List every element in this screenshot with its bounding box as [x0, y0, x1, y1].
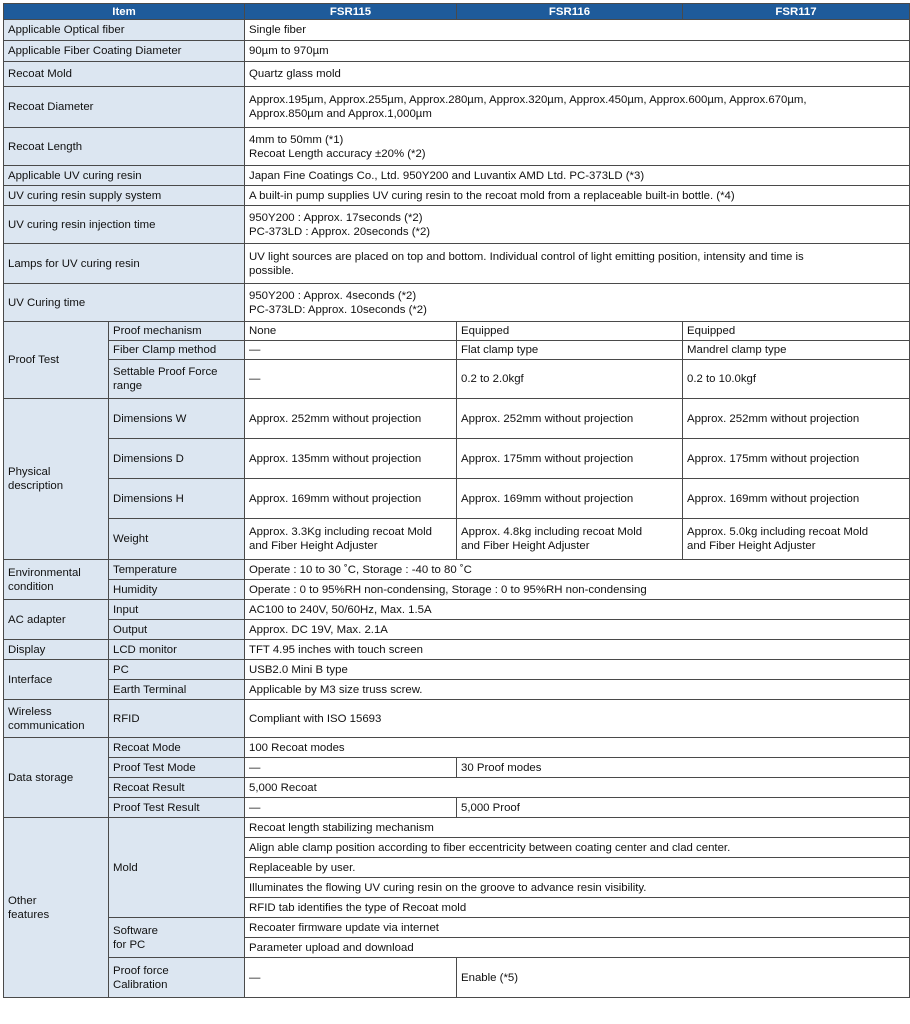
proof-test-result-fsr115: —: [245, 798, 457, 818]
row-proof-test-mode: [4, 758, 910, 778]
label-physical: [4, 399, 109, 560]
value-coating-diameter: 90µm to 970µm: [245, 41, 910, 62]
value-interface-pc: USB2.0 Mini B type: [245, 660, 910, 680]
row-ac-output: [4, 620, 910, 640]
row-supply-system: [4, 186, 910, 206]
label-optical-fiber: Applicable Optical fiber: [4, 20, 245, 41]
calibration-label-line2: Calibration: [113, 978, 168, 991]
row-dim-d: [4, 439, 910, 479]
row-interface-pc: [4, 660, 910, 680]
row-earth-terminal: [4, 680, 910, 700]
value-ac-output: Approx. DC 19V, Max. 2.1A: [245, 620, 910, 640]
row-optical-fiber: [4, 20, 910, 41]
weight-fsr117-line2: and Fiber Height Adjuster: [687, 540, 816, 552]
proof-force-fsr117: 0.2 to 10.0kgf: [683, 360, 910, 399]
label-ac-input: Input: [109, 600, 245, 620]
label-earth-terminal: Earth Terminal: [109, 680, 245, 700]
label-recoat-result: Recoat Result: [109, 778, 245, 798]
label-recoat-length: Recoat Length: [4, 128, 245, 166]
label-supply-system: UV curing resin supply system: [4, 186, 245, 206]
software-feature-2: Parameter upload and download: [245, 938, 910, 958]
value-recoat-result: 5,000 Recoat: [245, 778, 910, 798]
row-injection-time: [4, 206, 910, 244]
row-recoat-length: [4, 128, 910, 166]
mold-feature-2: Align able clamp position according to fiber eccentricity between coating center and clad center.: [245, 838, 910, 858]
other-features-label-line1: Other: [8, 894, 37, 907]
recoat-diameter-line1: Approx.195µm, Approx.255µm, Approx.280µm, Approx.320µm, Approx.450µm, Approx.600µm, Approx.670µm,: [249, 94, 807, 106]
injection-time-line2: PC-373LD : Approx. 20seconds (*2): [249, 225, 431, 238]
value-display: TFT 4.95 inches with touch screen: [245, 640, 910, 660]
physical-label-line2: description: [8, 480, 64, 492]
proof-test-mode-rest: 30 Proof modes: [457, 758, 910, 778]
dim-w-fsr117: Approx. 252mm without projection: [683, 399, 910, 439]
value-uv-resin: Japan Fine Coatings Co., Ltd. 950Y200 and Luvantix AMD Ltd. PC-373LD (*3): [245, 166, 910, 186]
row-dim-w: [4, 399, 910, 439]
label-dim-w: Dimensions W: [109, 399, 245, 439]
header-item: Item: [4, 4, 245, 20]
label-injection-time: UV curing resin injection time: [4, 206, 245, 244]
physical-label-line1: Physical: [8, 466, 51, 478]
header-fsr117: FSR117: [683, 4, 910, 20]
label-dim-h: Dimensions H: [109, 479, 245, 519]
label-calibration: [109, 958, 245, 998]
row-fiber-clamp: [4, 341, 910, 360]
weight-fsr115-line2: and Fiber Height Adjuster: [249, 540, 378, 552]
value-optical-fiber: Single fiber: [245, 20, 910, 41]
software-feature-1: Recoater firmware update via internet: [245, 918, 910, 938]
header-fsr116: FSR116: [457, 4, 683, 20]
mold-feature-1: Recoat length stabilizing mechanism: [245, 818, 910, 838]
dim-w-fsr116: Approx. 252mm without projection: [457, 399, 683, 439]
label-ac-adapter: AC adapter: [4, 600, 109, 640]
label-lcd-monitor: LCD monitor: [109, 640, 245, 660]
value-humidity: Operate : 0 to 95%RH non-condensing, Storage : 0 to 95%RH non-condensing: [245, 580, 910, 600]
label-interface: Interface: [4, 660, 109, 700]
mold-feature-5: RFID tab identifies the type of Recoat mold: [245, 898, 910, 918]
label-fiber-clamp: Fiber Clamp method: [109, 341, 245, 360]
label-ac-output: Output: [109, 620, 245, 640]
label-dim-d: Dimensions D: [109, 439, 245, 479]
label-recoat-mold: Recoat Mold: [4, 62, 245, 87]
row-software-1: [4, 918, 910, 938]
value-ac-input: AC100 to 240V, 50/60Hz, Max. 1.5A: [245, 600, 910, 620]
label-recoat-diameter: Recoat Diameter: [4, 87, 245, 128]
label-humidity: Humidity: [109, 580, 245, 600]
row-calibration: [4, 958, 910, 998]
label-proof-test-mode: Proof Test Mode: [109, 758, 245, 778]
wireless-label-line1: Wireless: [8, 705, 52, 718]
proof-force-fsr116: 0.2 to 2.0kgf: [457, 360, 683, 399]
mold-feature-4: Illuminates the flowing UV curing resin on the groove to advance resin visibility.: [245, 878, 910, 898]
value-curing-time: [245, 284, 910, 322]
label-curing-time: UV Curing time: [4, 284, 245, 322]
label-interface-pc: PC: [109, 660, 245, 680]
dim-d-fsr116: Approx. 175mm without projection: [457, 439, 683, 479]
weight-fsr116-line1: Approx. 4.8kg including recoat Mold: [461, 526, 643, 538]
row-uv-resin: [4, 166, 910, 186]
label-mold: Mold: [109, 818, 245, 918]
curing-time-line1: 950Y200 : Approx. 4seconds (*2): [249, 289, 417, 302]
label-display: Display: [4, 640, 109, 660]
recoat-diameter-line2: Approx.850µm and Approx.1,000µm: [249, 108, 432, 120]
value-recoat-length: [245, 128, 910, 166]
weight-fsr117: [683, 519, 910, 560]
label-proof-test-result: Proof Test Result: [109, 798, 245, 818]
row-coating-diameter: [4, 41, 910, 62]
row-proof-test-result: [4, 798, 910, 818]
row-ac-input: [4, 600, 910, 620]
lamps-line1: UV light sources are placed on top and bottom. Individual control of light emitting position, intensity and time is: [249, 250, 804, 263]
fiber-clamp-fsr115: —: [245, 341, 457, 360]
dim-h-fsr117: Approx. 169mm without projection: [683, 479, 910, 519]
header-row: [4, 4, 910, 20]
label-software: [109, 918, 245, 958]
proof-mechanism-fsr116: Equipped: [457, 322, 683, 341]
proof-mechanism-fsr115: None: [245, 322, 457, 341]
software-label-line2: for PC: [113, 938, 146, 951]
value-recoat-mode: 100 Recoat modes: [245, 738, 910, 758]
label-environmental: [4, 560, 109, 600]
row-humidity: [4, 580, 910, 600]
proof-force-label-line2: range: [113, 380, 143, 392]
value-injection-time: [245, 206, 910, 244]
proof-test-mode-fsr115: —: [245, 758, 457, 778]
proof-force-fsr115: —: [245, 360, 457, 399]
value-rfid: Compliant with ISO 15693: [245, 700, 910, 738]
row-recoat-mode: [4, 738, 910, 758]
row-display: [4, 640, 910, 660]
weight-fsr115-line1: Approx. 3.3Kg including recoat Mold: [249, 526, 433, 538]
label-weight: Weight: [109, 519, 245, 560]
wireless-label-line2: communication: [8, 719, 85, 732]
row-recoat-result: [4, 778, 910, 798]
dim-h-fsr115: Approx. 169mm without projection: [245, 479, 457, 519]
environmental-label-line2: condition: [8, 580, 54, 593]
row-temperature: [4, 560, 910, 580]
spec-table: [3, 3, 910, 998]
calibration-fsr115: —: [245, 958, 457, 998]
dim-d-fsr115: Approx. 135mm without projection: [245, 439, 457, 479]
label-proof-mechanism: Proof mechanism: [109, 322, 245, 341]
label-rfid: RFID: [109, 700, 245, 738]
value-recoat-diameter: [245, 87, 910, 128]
row-wireless: [4, 700, 910, 738]
label-wireless: [4, 700, 109, 738]
label-recoat-mode: Recoat Mode: [109, 738, 245, 758]
fiber-clamp-fsr116: Flat clamp type: [457, 341, 683, 360]
row-curing-time: [4, 284, 910, 322]
mold-feature-3: Replaceable by user.: [245, 858, 910, 878]
label-data-storage: Data storage: [4, 738, 109, 818]
label-other-features: [4, 818, 109, 998]
software-label-line1: Software: [113, 924, 158, 937]
value-lamps: [245, 244, 910, 284]
calibration-label-line1: Proof force: [113, 964, 169, 977]
proof-force-label-line1: Settable Proof Force: [113, 366, 218, 378]
dim-h-fsr116: Approx. 169mm without projection: [457, 479, 683, 519]
calibration-rest: Enable (*5): [457, 958, 910, 998]
row-lamps: [4, 244, 910, 284]
weight-fsr116: [457, 519, 683, 560]
label-proof-force: [109, 360, 245, 399]
row-recoat-diameter: [4, 87, 910, 128]
lamps-line2: possible.: [249, 264, 294, 277]
label-uv-resin: Applicable UV curing resin: [4, 166, 245, 186]
weight-fsr117-line1: Approx. 5.0kg including recoat Mold: [687, 526, 869, 538]
dim-w-fsr115: Approx. 252mm without projection: [245, 399, 457, 439]
row-proof-mechanism: [4, 322, 910, 341]
value-temperature: Operate : 10 to 30 ˚C, Storage : -40 to 80 ˚C: [245, 560, 910, 580]
row-proof-force: [4, 360, 910, 399]
value-supply-system: A built-in pump supplies UV curing resin to the recoat mold from a replaceable built-in bottle. (*4): [245, 186, 910, 206]
label-temperature: Temperature: [109, 560, 245, 580]
recoat-length-line1: 4mm to 50mm (*1): [249, 133, 344, 146]
environmental-label-line1: Environmental: [8, 566, 81, 579]
label-lamps: Lamps for UV curing resin: [4, 244, 245, 284]
weight-fsr115: [245, 519, 457, 560]
proof-test-result-rest: 5,000 Proof: [457, 798, 910, 818]
row-recoat-mold: [4, 62, 910, 87]
row-dim-h: [4, 479, 910, 519]
value-recoat-mold: Quartz glass mold: [245, 62, 910, 87]
proof-mechanism-fsr117: Equipped: [683, 322, 910, 341]
value-earth-terminal: Applicable by M3 size truss screw.: [245, 680, 910, 700]
other-features-label-line2: features: [8, 908, 50, 921]
header-fsr115: FSR115: [245, 4, 457, 20]
row-weight: [4, 519, 910, 560]
fiber-clamp-fsr117: Mandrel clamp type: [683, 341, 910, 360]
label-proof-test: Proof Test: [4, 322, 109, 399]
label-coating-diameter: Applicable Fiber Coating Diameter: [4, 41, 245, 62]
curing-time-line2: PC-373LD: Approx. 10seconds (*2): [249, 303, 427, 316]
weight-fsr116-line2: and Fiber Height Adjuster: [461, 540, 590, 552]
row-mold-1: [4, 818, 910, 838]
dim-d-fsr117: Approx. 175mm without projection: [683, 439, 910, 479]
recoat-length-line2: Recoat Length accuracy ±20% (*2): [249, 147, 426, 160]
injection-time-line1: 950Y200 : Approx. 17seconds (*2): [249, 211, 423, 224]
